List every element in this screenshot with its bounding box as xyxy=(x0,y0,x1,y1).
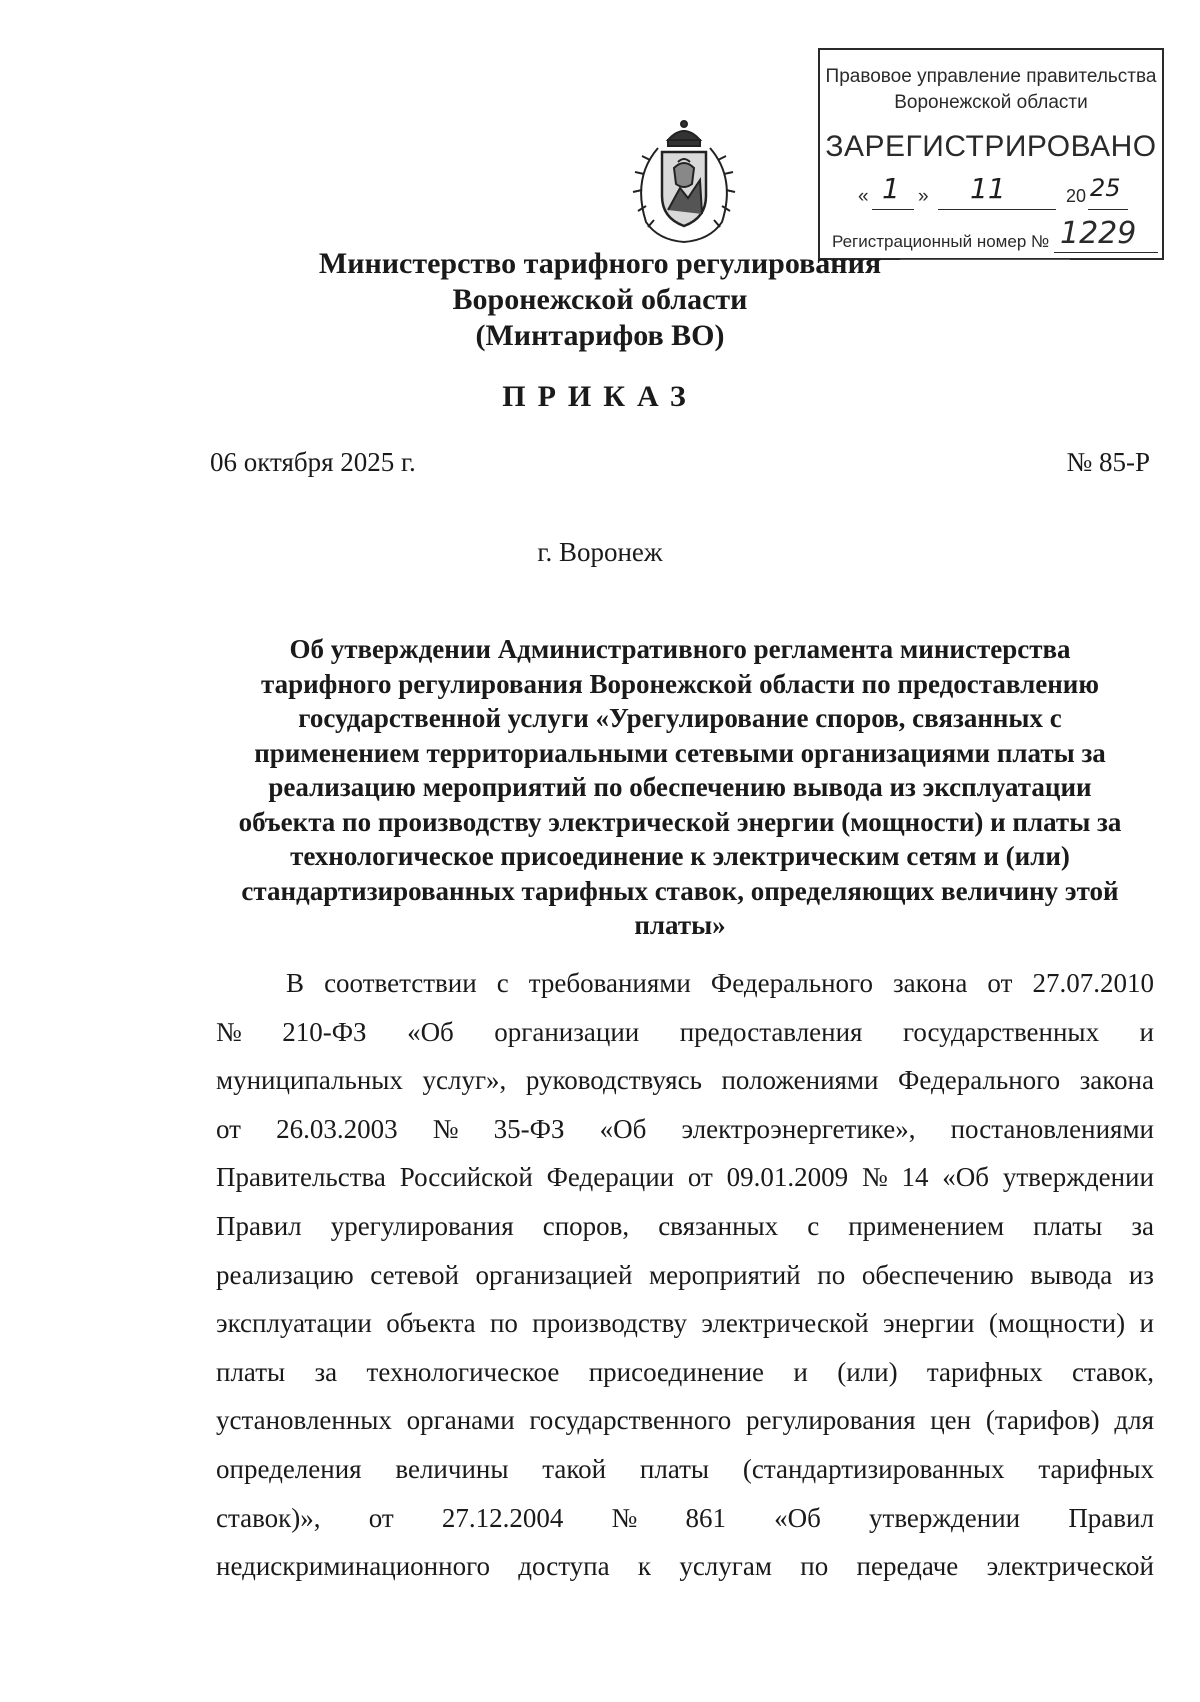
body-word: руководствуясь xyxy=(525,1065,702,1096)
body-word: «Об xyxy=(774,1502,821,1533)
body-word: к xyxy=(637,1551,652,1582)
body-word: электрической xyxy=(986,1551,1154,1582)
body-word: с xyxy=(807,1211,820,1241)
body-word: определения xyxy=(216,1454,362,1484)
body-word: платы xyxy=(639,1454,710,1484)
body-word: (мощности) xyxy=(988,1308,1126,1339)
stamp-registered-label: ЗАРЕГИСТРИРОВАНО xyxy=(825,130,1157,163)
body-line xyxy=(216,1357,1154,1388)
body-word: постановлениями xyxy=(950,1113,1154,1144)
body-word: производству xyxy=(532,1308,687,1339)
body-line xyxy=(216,1114,1154,1145)
body-word: применением xyxy=(848,1211,1005,1241)
ministry-line3: (Минтарифов ВО) xyxy=(475,319,725,352)
body-line xyxy=(216,1405,1154,1436)
body-line xyxy=(216,1503,1154,1534)
body-word: доступа xyxy=(518,1551,610,1582)
body-word: платы xyxy=(216,1356,286,1387)
body-word: тарифных xyxy=(926,1356,1043,1387)
body-word: электрической xyxy=(701,1308,869,1339)
body-word: мероприятий xyxy=(649,1259,801,1290)
body-word: 14 xyxy=(901,1162,929,1193)
body-word: ставок, xyxy=(1071,1356,1154,1387)
body-word: за xyxy=(314,1356,338,1387)
order-number: № 85-Р xyxy=(1066,447,1150,477)
body-word: присоединение xyxy=(588,1356,765,1387)
order-subject xyxy=(200,632,1160,943)
body-word: обеспечению xyxy=(861,1259,1014,1290)
body-word: передаче xyxy=(856,1551,959,1582)
body-word: «Об xyxy=(599,1113,647,1144)
subject-line: платы» xyxy=(634,910,726,940)
body-word: по xyxy=(489,1308,518,1339)
subject-line: объекта по производству электрической энергии (мощности) и платы за xyxy=(238,806,1122,837)
body-word: закона xyxy=(893,968,968,998)
body-word: № xyxy=(432,1113,459,1144)
body-line xyxy=(216,1308,1154,1339)
stamp-year-line xyxy=(1088,209,1128,210)
body-word: утверждении xyxy=(1002,1162,1154,1193)
body-word: сетевой xyxy=(370,1259,459,1290)
body-word: услуг», xyxy=(422,1065,507,1096)
stamp-date xyxy=(858,172,1150,210)
body-word: для xyxy=(1114,1405,1154,1436)
date-number-line xyxy=(210,447,1150,478)
body-word: (стандартизированных xyxy=(742,1454,1005,1484)
subject-line: Об утверждении Административного регламента министерства xyxy=(289,634,1071,664)
body-word: 35-ФЗ xyxy=(493,1113,565,1144)
body-word: с xyxy=(496,968,509,998)
body-word: от xyxy=(216,1113,241,1144)
body-word: органами xyxy=(406,1405,515,1436)
body-word: вывода xyxy=(1030,1259,1113,1290)
body-word: ставок)», xyxy=(216,1502,321,1533)
body-word: «Об xyxy=(942,1162,990,1193)
stamp-day-line xyxy=(872,209,914,210)
body-word: «Об xyxy=(407,1016,454,1047)
body-word: технологическое xyxy=(366,1356,560,1387)
body-line xyxy=(216,1551,1154,1582)
body-word: платы xyxy=(1033,1211,1103,1241)
body-word: услугам xyxy=(679,1551,772,1582)
body-word: Правил xyxy=(1068,1502,1154,1533)
stamp-organization xyxy=(820,64,1162,116)
body-word: по xyxy=(817,1259,846,1290)
body-word: организацией xyxy=(475,1259,633,1290)
body-word: споров, xyxy=(542,1211,630,1241)
body-word: и xyxy=(793,1356,808,1387)
stamp-org-line1: Правовое управление правительства xyxy=(825,66,1157,87)
body-word: положениями xyxy=(721,1065,879,1096)
subject-line: технологическое присоединение к электрическим сетям и (или) xyxy=(290,841,1070,871)
stamp-year-prefix: 20 xyxy=(1066,186,1087,206)
body-word: № xyxy=(861,1162,888,1193)
body-word: цен xyxy=(930,1405,972,1436)
body-word: от xyxy=(368,1502,394,1533)
stamp-day: 1 xyxy=(882,172,900,205)
stamp-month-line xyxy=(938,209,1056,210)
subject-line: применением территориальными сетевыми организациями платы за xyxy=(254,737,1106,768)
body-word: утверждении xyxy=(869,1502,1021,1533)
body-word: и xyxy=(1139,1308,1154,1339)
body-word: 27.07.2010 xyxy=(1032,968,1154,998)
body-word: связанных xyxy=(658,1211,779,1241)
coat-of-arms-icon xyxy=(628,118,740,248)
body-word: 26.03.2003 xyxy=(276,1113,398,1144)
body-word: 09.01.2009 xyxy=(726,1162,849,1193)
body-word: № xyxy=(611,1502,638,1533)
body-word: государственных xyxy=(902,1016,1100,1047)
body-line xyxy=(286,968,1154,999)
body-word: государственного xyxy=(529,1405,732,1436)
body-word: Правительства xyxy=(216,1162,386,1193)
body-word: регулирования xyxy=(746,1405,916,1436)
body-word: Федерального xyxy=(710,968,873,998)
body-line xyxy=(216,1260,1154,1291)
subject-line: стандартизированных тарифных ставок, определяющих величину этой xyxy=(241,875,1119,906)
body-word: требованиями xyxy=(528,968,691,998)
body-word: организации xyxy=(494,1016,640,1047)
body-line xyxy=(216,1211,1154,1242)
body-word: предоставления xyxy=(679,1016,863,1047)
body-word: такой xyxy=(542,1454,607,1484)
stamp-reg-number: 1229 xyxy=(1060,216,1137,251)
body-word: за xyxy=(1131,1211,1154,1241)
order-date: 06 октября 2025 г. xyxy=(210,447,416,477)
body-word: недискриминационного xyxy=(216,1551,490,1582)
stamp-year-suffix: 25 xyxy=(1090,174,1121,202)
registration-stamp xyxy=(818,48,1164,260)
subject-line: тарифного регулирования Воронежской области по предоставлению xyxy=(261,668,1099,699)
body-word: № xyxy=(216,1016,242,1047)
stamp-month: 11 xyxy=(970,172,1006,205)
body-word: (тарифов) xyxy=(985,1405,1100,1436)
body-word: эксплуатации xyxy=(216,1308,372,1339)
body-word: 210-ФЗ xyxy=(282,1016,367,1047)
body-word: от xyxy=(687,1162,713,1193)
body-word: муниципальных xyxy=(216,1065,403,1096)
body-word: установленных xyxy=(216,1405,392,1436)
body-word: от xyxy=(987,968,1013,998)
document-type: ПРИКАЗ xyxy=(502,380,698,413)
body-word: электроэнергетике», xyxy=(681,1113,916,1144)
ministry-heading xyxy=(0,246,1200,354)
stamp-quote-close: » xyxy=(918,186,929,207)
subject-line: государственной услуги «Урегулирование споров, связанных с xyxy=(298,703,1062,733)
stamp-quote-open: « xyxy=(858,186,869,207)
body-word: соответствии xyxy=(324,968,477,998)
body-word: Федерального xyxy=(898,1065,1061,1096)
body-line xyxy=(216,1017,1154,1048)
ministry-line1: Министерство тарифного регулирования xyxy=(318,247,882,280)
body-word: В xyxy=(286,968,305,998)
body-word: по xyxy=(800,1551,829,1582)
body-word: (или) xyxy=(837,1356,898,1387)
stamp-reg-label: Регистрационный номер № xyxy=(832,232,1050,251)
body-line xyxy=(216,1454,1154,1485)
body-word: из xyxy=(1128,1259,1154,1290)
body-word: тарифных xyxy=(1038,1454,1154,1484)
body-word: урегулирования xyxy=(330,1211,514,1241)
body-word: реализацию xyxy=(216,1259,354,1290)
subject-line: реализацию мероприятий по обеспечению вывода из эксплуатации xyxy=(268,772,1092,802)
body-word: 861 xyxy=(685,1502,726,1533)
body-word: Правил xyxy=(216,1211,302,1241)
body-word: величины xyxy=(395,1454,509,1484)
body-word: и xyxy=(1139,1016,1154,1047)
body-word: 27.12.2004 xyxy=(441,1502,564,1533)
body-word: закона xyxy=(1079,1065,1154,1096)
body-word: Федерации xyxy=(546,1162,675,1193)
ministry-line2: Воронежской области xyxy=(452,283,748,316)
body-word: энергии xyxy=(883,1308,975,1339)
body-line xyxy=(216,1162,1154,1193)
body-word: Российской xyxy=(399,1162,533,1193)
city-line: г. Воронеж xyxy=(537,537,663,567)
body-line xyxy=(216,1065,1154,1096)
body-word: объекта xyxy=(386,1308,476,1339)
stamp-org-line2: Воронежской области xyxy=(894,92,1088,113)
